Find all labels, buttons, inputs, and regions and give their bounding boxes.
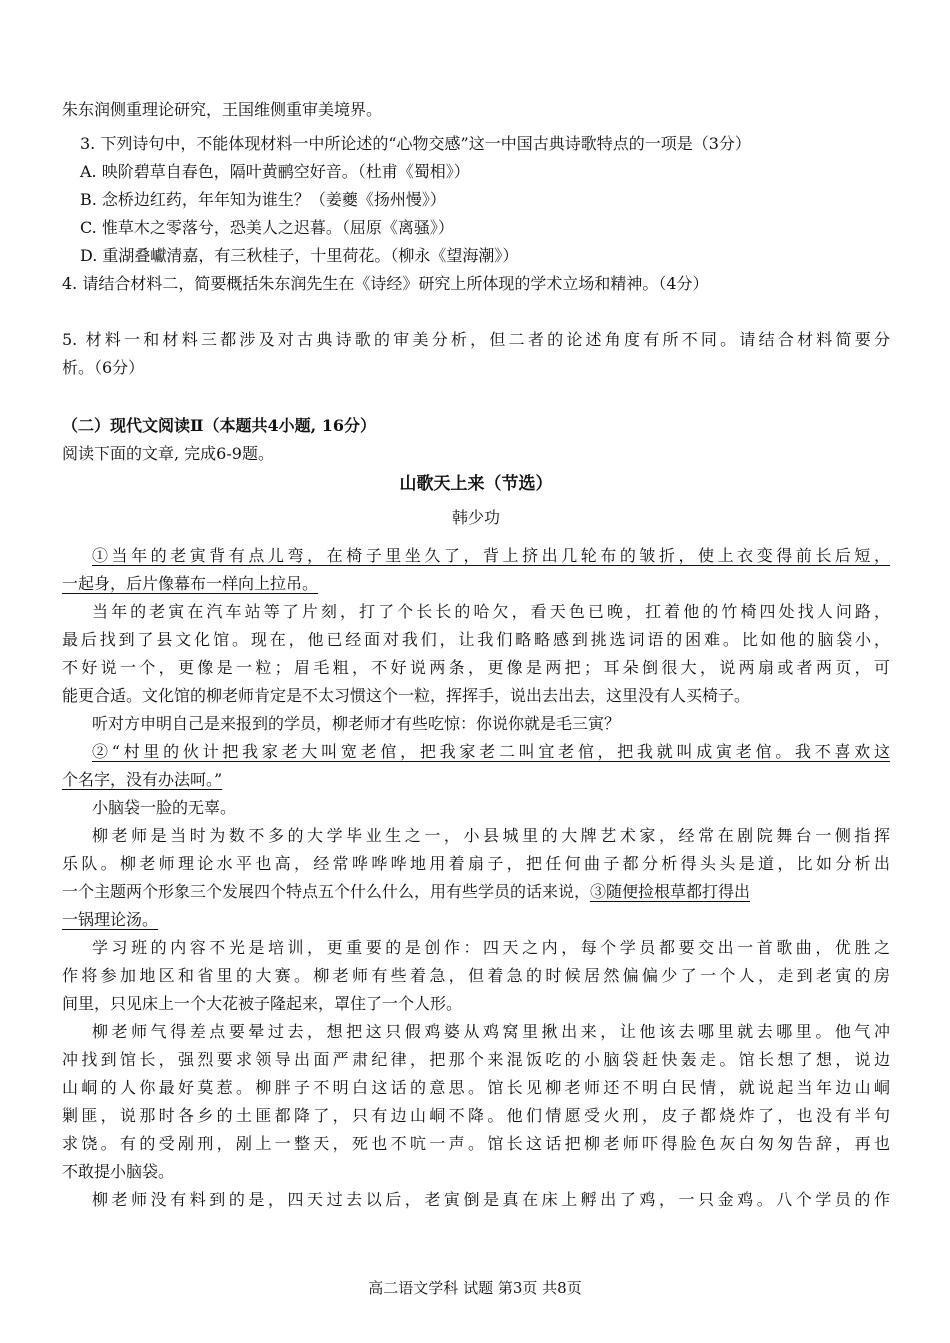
question-5-line-2: 析。（6分） xyxy=(62,358,145,377)
question-3-option-c: C. 惟草木之零落兮，恐美人之迟暮。（屈原《离骚》） xyxy=(80,218,454,237)
question-4: 4. 请结合材料二，简要概括朱东润先生在《诗经》研究上所体现的学术立场和精神。（4分） xyxy=(62,274,709,293)
section-instruction: 阅读下面的文章, 完成6-9题。 xyxy=(62,444,274,463)
question-5-line-1: 5. 材料一和材料三都涉及对古典诗歌的审美分析，但二者的论述角度有所不同。请结合材料简要分 xyxy=(62,330,890,349)
paragraph-2-line-1: 当年的老寅在汽车站等了片刻，打了个长长的哈欠，看天色已晚，扛着他的竹椅四处找人问路， xyxy=(92,602,890,621)
paragraph-4-line-2: 个名字，没有办法呵。” xyxy=(62,770,223,789)
underlined-phrase-3: ③随便捡根草都打得出 xyxy=(590,882,751,901)
section-heading: （二）现代文阅读Ⅱ（本题共4小题, 16分） xyxy=(62,416,377,435)
question-3-stem: 3. 下列诗句中，不能体现材料一中所论述的“心物交感”这一中国古典诗歌特点的一项是（3分） xyxy=(80,134,751,153)
paragraph-8-line-6: 不敢提小脑袋。 xyxy=(62,1162,175,1181)
paragraph-5: 小脑袋一脸的无辜。 xyxy=(92,798,237,817)
paragraph-9-line-1: 柳老师没有料到的是，四天过去以后，老寅倒是真在床上孵出了鸡，一只金鸡。八个学员的作 xyxy=(92,1190,890,1209)
paragraph-8-line-2: 冲找到馆长，强烈要求领导出面严肃纪律，把那个来混饭吃的小脑袋赶快轰走。馆长想了想，说边 xyxy=(62,1050,890,1069)
paragraph-7-line-2: 作将参加地区和省里的大赛。柳老师有些着急，但着急的时候居然偏偏少了一个人，走到老寅的房 xyxy=(62,966,890,985)
page-footer: 高二语文学科 试题 第3页 共8页 xyxy=(368,1279,582,1297)
paragraph-7-line-3: 间里，只见床上一个大花被子隆起来，罩住了一个人形。 xyxy=(62,994,463,1013)
paragraph-8-line-1: 柳老师气得差点要晕过去，想把这只假鸡婆从鸡窝里揪出来，让他该去哪里就去哪里。他气冲 xyxy=(92,1022,890,1041)
article-title: 山歌天上来（节选） xyxy=(399,474,553,494)
paragraph-2-line-4: 能更合适。文化馆的柳老师肯定是不太习惯这个一粒，挥挥手，说出去出去，这里没有人买椅子。 xyxy=(62,686,751,705)
paragraph-8-line-4: 剿匪，说那时各乡的土匪都降了，只有边山峒不降。他们情愿受火刑，皮子都烧炸了，也没有半句 xyxy=(62,1106,890,1125)
paragraph-8-line-3: 山峒的人你最好莫惹。柳胖子不明白这话的意思。馆长见柳老师还不明白民情，就说起当年边山峒 xyxy=(62,1078,890,1097)
paragraph-2-line-2: 最后找到了县文化馆。现在，他已经面对我们，让我们略略感到挑选词语的困难。比如他的脑袋小， xyxy=(62,630,890,649)
question-3-option-a: A. 映阶碧草自春色，隔叶黄鹂空好音。（杜甫《蜀相》） xyxy=(80,162,470,181)
paragraph-7-line-1: 学习班的内容不光是培训，更重要的是创作：四天之内，每个学员都要交出一首歌曲，优胜之 xyxy=(92,938,890,957)
paragraph-3: 听对方申明自己是来报到的学员，柳老师才有些吃惊：你说你就是毛三寅？ xyxy=(92,714,621,733)
paragraph-8-line-5: 求饶。有的受剐刑，剐上一整天，死也不吭一声。馆长这话把柳老师吓得脸色灰白匆匆告辞，再也 xyxy=(62,1134,890,1153)
paragraph-6-line-2: 乐队。柳老师理论水平也高，经常哗哗哗地用着扇子，把任何曲子都分析得头头是道，比如分析出 xyxy=(62,854,890,873)
paragraph-1-line-1: ①当年的老寅背有点儿弯，在椅子里坐久了，背上挤出几轮布的皱折，使上衣变得前长后短， xyxy=(92,546,890,565)
question-3-option-d: D. 重湖叠巘清嘉，有三秋桂子，十里荷花。（柳永《望海潮》） xyxy=(80,246,519,265)
question-3-option-b: B. 念桥边红药，年年知为谁生？（姜夔《扬州慢》） xyxy=(80,190,446,209)
paragraph-6-line-3-text: 一个主题两个形象三个发展四个特点五个什么什么，用有些学员的话来说， xyxy=(62,882,591,901)
paragraph-6-line-3 xyxy=(62,880,750,904)
paragraph-1-line-2: 一起身，后片像幕布一样向上拉吊。 xyxy=(62,574,319,593)
paragraph-6-line-1: 柳老师是当时为数不多的大学毕业生之一，小县城里的大牌艺术家，经常在剧院舞台一侧指挥 xyxy=(92,826,890,845)
paragraph-4-line-1: ②“村里的伙计把我家老大叫宽老倌，把我家老二叫宜老倌，把我就叫成寅老倌。我不喜欢这 xyxy=(92,742,890,761)
paragraph-6-line-4: 一锅理论汤。 xyxy=(62,910,159,929)
text-line: 朱东润侧重理论研究，王国维侧重审美境界。 xyxy=(62,100,383,119)
paragraph-2-line-3: 不好说一个，更像是一粒；眉毛粗，不好说两条，更像是两把；耳朵倒很大，说两扇或者两页，可 xyxy=(62,658,890,677)
article-author: 韩少功 xyxy=(451,508,500,527)
